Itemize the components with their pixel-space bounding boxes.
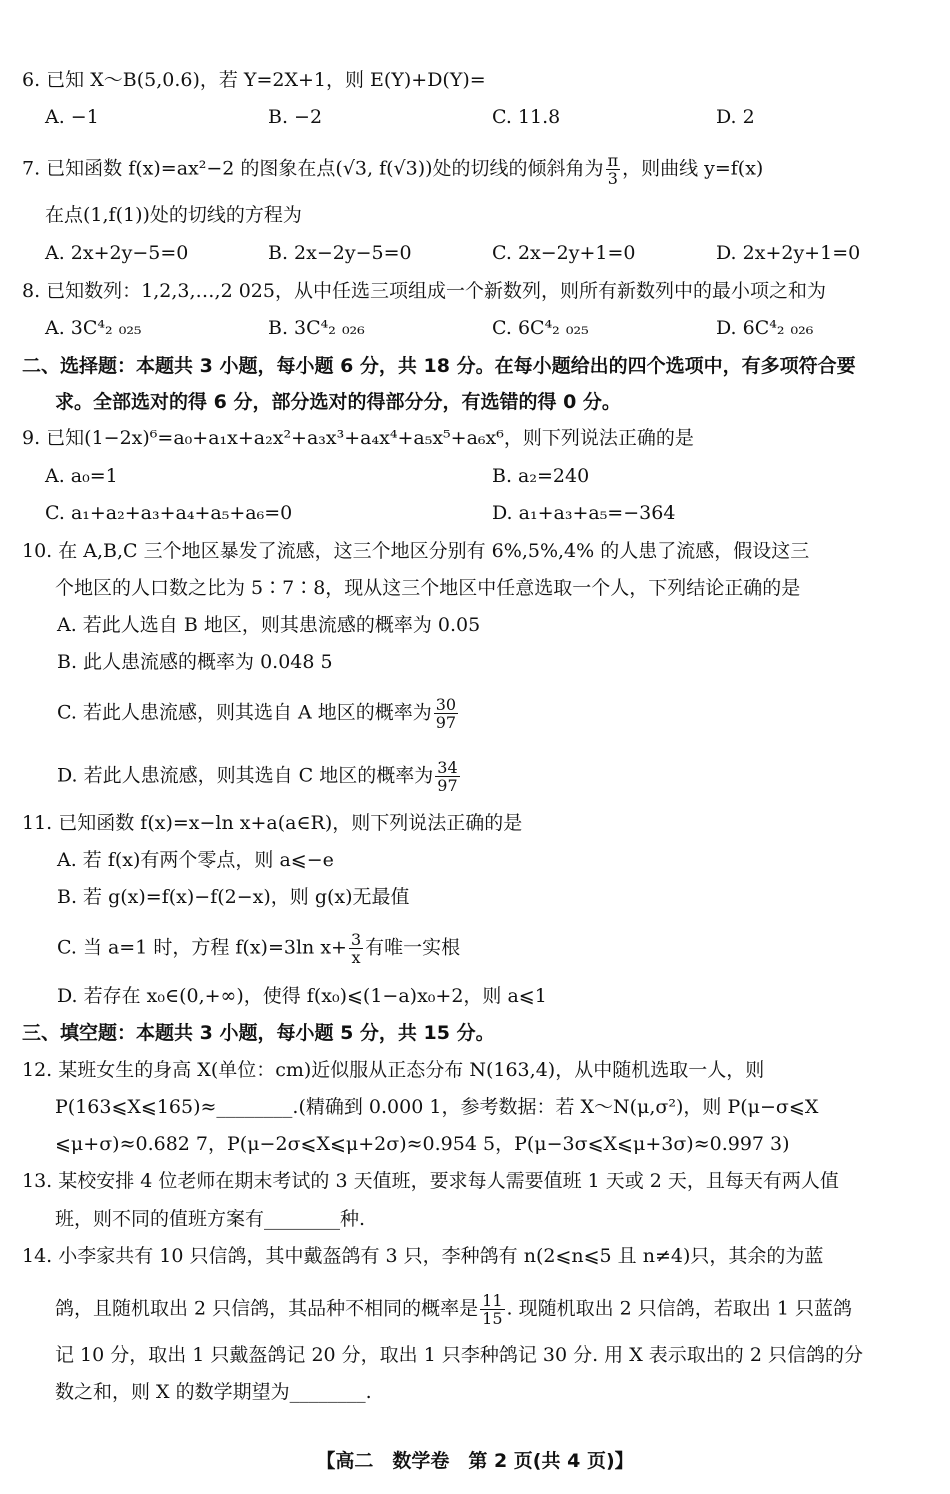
section2-header-line2: 求。全部选对的得 6 分，部分选对的得部分分，有选错的得 0 分。 — [55, 391, 621, 413]
q7-angle-fraction — [606, 152, 621, 187]
q14-line3: 记 10 分，取出 1 只戴盔鸽记 20 分，取出 1 只李种鸽记 30 分. 用 X 表示取出的 2 只信鸽的分 — [55, 1344, 863, 1366]
q14-line2-post: . 现随机取出 2 只信鸽，若取出 1 只蓝鸽 — [506, 1297, 852, 1320]
q9-stem: 9. 已知(1−2x)⁶=a₀+a₁x+a₂x²+a₃x³+a₄x⁴+a₅x⁵+a₆x⁶，则下列说法正确的是 — [22, 427, 694, 449]
q7-stem-pre: 7. 已知函数 f(x)=ax²−2 的图象在点(√3, f(√3))处的切线的倾斜角为 — [22, 157, 604, 180]
q14-line1: 14. 小李家共有 10 只信鸽，其中戴盔鸽有 3 只，李种鸽有 n(2⩽n⩽5 且 n≠4)只，其余的为蓝 — [22, 1245, 824, 1267]
q10-option-c-text: C. 若此人患流感，则其选自 A 地区的概率为 — [57, 701, 432, 724]
q6-option-a: A. −1 — [45, 106, 99, 128]
q11-stem: 11. 已知函数 f(x)=x−ln x+a(a∈R)，则下列说法正确的是 — [22, 812, 523, 834]
q10-option-d-num: 34 — [437, 758, 458, 777]
q10-option-a: A. 若此人选自 B 地区，则其患流感的概率为 0.05 — [57, 614, 481, 636]
q10-option-d-den: 97 — [437, 776, 458, 795]
q10-option-c-num: 30 — [435, 695, 457, 714]
q10-option-c — [57, 696, 460, 731]
q6-stem: 6. 已知 X～B(5,0.6)，若 Y=2X+1，则 E(Y)+D(Y)= — [22, 69, 486, 91]
q7-stem-line1 — [22, 152, 763, 187]
q14-probability-den: 15 — [482, 1309, 503, 1328]
q11-option-c-den: x — [351, 948, 361, 967]
q11-option-a: A. 若 f(x)有两个零点，则 a⩽−e — [57, 849, 334, 871]
q6-option-c: C. 11.8 — [492, 106, 561, 128]
q7-angle-num: π — [607, 151, 619, 170]
q11-option-c-pre: C. 当 a=1 时，方程 f(x)=3ln x+ — [57, 936, 347, 959]
q14-line2-pre: 鸽，且随机取出 2 只信鸽，其品种不相同的概率是 — [55, 1297, 479, 1320]
q14-line2 — [55, 1292, 852, 1327]
q7-option-b: B. 2x−2y−5=0 — [268, 242, 412, 264]
q12-line3: ⩽μ+σ)≈0.682 7，P(μ−2σ⩽X⩽μ+2σ)≈0.954 5，P(μ−3σ⩽X⩽μ+3σ)≈0.997 3) — [55, 1133, 790, 1155]
q11-option-b: B. 若 g(x)=f(x)−f(2−x)，则 g(x)无最值 — [57, 886, 410, 908]
q12-line1: 12. 某班女生的身高 X(单位：cm)近似服从正态分布 N(163,4)，从中随机选取一人，则 — [22, 1059, 765, 1081]
q14-line4: 数之和，则 X 的数学期望为________. — [55, 1381, 372, 1403]
section2-header-line1: 二、选择题：本题共 3 小题，每小题 6 分，共 18 分。在每小题给出的四个选项中，有多项符合要 — [22, 355, 856, 377]
q11-option-c-num: 3 — [350, 930, 362, 949]
q6-option-b: B. −2 — [268, 106, 323, 128]
q6-option-d: D. 2 — [716, 106, 755, 128]
q10-stem-line1: 10. 在 A,B,C 三个地区暴发了流感，这三个地区分别有 6%,5%,4% 的人患了流感，假设这三 — [22, 540, 810, 562]
q10-option-b: B. 此人患流感的概率为 0.048 5 — [57, 651, 333, 673]
q10-option-d-fraction — [435, 759, 459, 794]
q14-probability-num: 11 — [482, 1291, 503, 1310]
q9-option-d: D. a₁+a₃+a₅=−364 — [492, 502, 676, 524]
q10-option-c-den: 97 — [435, 713, 457, 732]
q11-option-c-fraction — [349, 931, 363, 966]
q11-option-d: D. 若存在 x₀∈(0,+∞)，使得 f(x₀)⩽(1−a)x₀+2，则 a⩽1 — [57, 985, 547, 1007]
q9-option-c: C. a₁+a₂+a₃+a₄+a₅+a₆=0 — [45, 502, 293, 524]
q10-option-d — [57, 759, 462, 794]
q12-line2: P(163⩽X⩽165)≈________.(精确到 0.000 1，参考数据：若 X～N(μ,σ²)，则 P(μ−σ⩽X — [55, 1096, 819, 1118]
q11-option-c-post: 有唯一实根 — [365, 936, 461, 959]
q13-line2: 班，则不同的值班方案有________种. — [55, 1208, 366, 1230]
q8-option-c: C. 6C⁴₂ ₀₂₅ — [492, 317, 589, 339]
q10-option-d-text: D. 若此人患流感，则其选自 C 地区的概率为 — [57, 764, 434, 787]
q11-option-c — [57, 931, 460, 966]
q8-stem: 8. 已知数列：1,2,3,…,2 025，从中任选三项组成一个新数列，则所有新数列中的最小项之和为 — [22, 280, 826, 302]
q8-option-d: D. 6C⁴₂ ₀₂₆ — [716, 317, 814, 339]
q7-option-d: D. 2x+2y+1=0 — [716, 242, 861, 264]
q7-option-a: A. 2x+2y−5=0 — [45, 242, 189, 264]
q7-option-c: C. 2x−2y+1=0 — [492, 242, 636, 264]
page-footer: 【高二 数学卷 第 2 页(共 4 页)】 — [316, 1450, 634, 1472]
q9-option-b: B. a₂=240 — [492, 465, 590, 487]
q14-probability-fraction — [480, 1292, 504, 1327]
q10-option-c-fraction — [434, 696, 458, 731]
section3-header: 三、填空题：本题共 3 小题，每小题 5 分，共 15 分。 — [22, 1022, 495, 1044]
q7-stem-post: ，则曲线 y=f(x) — [622, 157, 764, 180]
q8-option-a: A. 3C⁴₂ ₀₂₅ — [45, 317, 142, 339]
q8-option-b: B. 3C⁴₂ ₀₂₆ — [268, 317, 365, 339]
q10-stem-line2: 个地区的人口数之比为 5∶7∶8，现从这三个地区中任意选取一个人，下列结论正确的是 — [55, 577, 801, 599]
q9-option-a: A. a₀=1 — [45, 465, 118, 487]
q13-line1: 13. 某校安排 4 位老师在期末考试的 3 天值班，要求每人需要值班 1 天或 2 天，且每天有两人值 — [22, 1170, 839, 1192]
q7-angle-den: 3 — [607, 169, 618, 188]
q7-stem-line2: 在点(1,f(1))处的切线的方程为 — [45, 204, 302, 226]
